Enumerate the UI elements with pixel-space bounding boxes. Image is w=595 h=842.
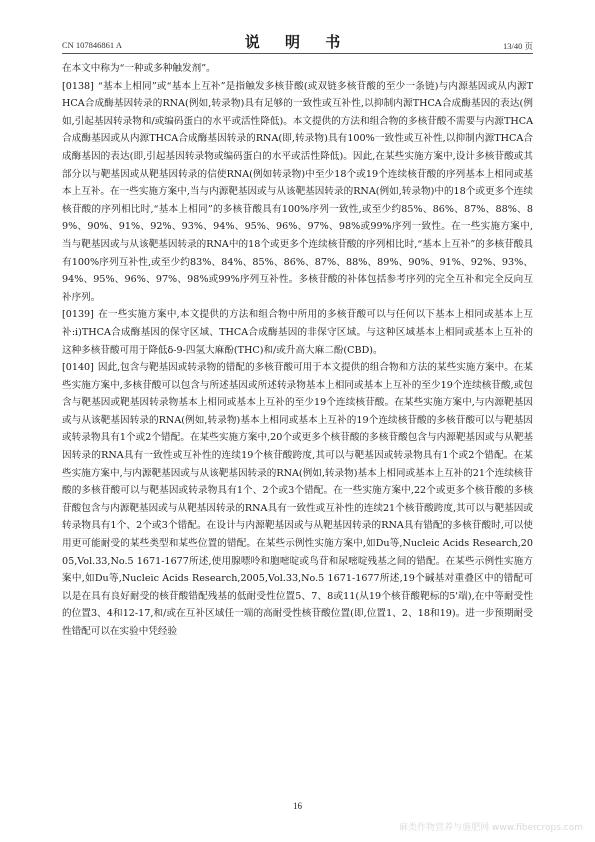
paragraph-text: 因此,包含与靶基因或转录物的错配的多核苷酸可用于本文提供的组合物和方法的某些实施方案中。在某些实施方案中,多核苷酸可以包含与所述基因或所述转录物基本上相同或基本上互补的至少19个连续核苷酸,或包含与靶基因或靶基因转录物基本上相同或基本上互补的至少19个连续核苷酸。在某些实施方案中,与内源靶基因或与从该靶基因转录的RNA(例如,转录物)基本上相同或基本上互补的19个连续核苷酸的多核苷酸可以与靶基因或转录物具有1个或2个错配。在某些实施方案中,20个或更多个核苷酸的多核苷酸包含与内源靶基因或与从靶基因转录的RNA具有一致性或互补性的连续19个核苷酸跨度,其可以与靶基因或转录物具有1个或2个错配。在某些实施方案中,与内源靶基因或与从该靶基因转录的RNA(例如,转录物)基本上相同或基本上互补的21个连续核苷酸的多核苷酸可以与靶基因或转录物具有1个、2个或3个错配。在一些实施方案中,22个或更多个核苷酸的多核苷酸包含与内源靶基因或与从靶基因转录的RNA具有一致性或互补性的连续21个核苷酸跨度,其可以与靶基因或转录物具有1个、2个或3个错配。在设计与内源靶基因或与从靶基因转录的RNA具有错配的多核苷酸时,可以使用更可能耐受的某些类型和某些位置的错配。在某些示例性实施方案中,如Du等,Nucleic Acids Research,2005,Vol.33,No.5 1671-1677所述,使用腺嘌呤和胞嘧啶或鸟苷和尿嘧啶残基之间的错配。在某些示例性实施方案中,如Du等,Nucleic Acids Research,2005,Vol.33,No.5 1671-1677所述,19个碱基对重叠区中的错配可以是在具有良好耐受的核苷酸错配残基的低耐受性位置5、7、8或11(从19个核苷酸靶标的5'端),在中等耐受性的位置3、4和12-17,和/或在互补区域任一端的高耐受性核苷酸位置(即,位置1、2、18和19)。进一步预期耐受性错配可以在实验中凭经验 xyxy=(62,362,533,637)
document-title: 说 明 书 xyxy=(244,33,351,51)
site-watermark: 麻类作物营养与施肥网 www.fibercrops.com xyxy=(399,823,583,833)
paragraph-0140 xyxy=(62,359,533,641)
paragraph-text: “基本上相同”或“基本上互补”是指触发多核苷酸(或双链多核苷酸的至少一条链)与内源基因或从内源THCA合成酶基因转录的RNA(例如,转录物)具有足够的一致性或互补性,以抑制内源THCA合成酶基因的表达(例如,引起基因转录物和/或编码蛋白的水平或活性降低)。本文提供的方法和组合物的多核苷酸不需要与内源THCA合成酶基因或从内源THCA合成酶基因转录的RNA(即,转录物)具有100%一致性或互补性,以抑制内源THCA合成酶基因的表达(即,引起基因转录物或编码蛋白的水平或活性降低)。因此,在某些实施方案中,设计多核苷酸或其部分以与靶基因或从靶基因转录的信使RNA(例如转录物)中至少18个或19个连续核苷酸的序列基本上相同或基本上互补。在一些实施方案中,当与内源靶基因或与从该靶基因转录的RNA(例如,转录物)中的18个或更多个连续核苷酸的序列相比时,“基本上相同”的多核苷酸具有100%序列一致性,或至少约85%、86%、87%、88%、89%、90%、91%、92%、93%、94%、95%、96%、97%、98%或99%序列一致性。在一些实施方案中,当与靶基因或与从该靶基因转录的RNA中的18个或更多个连续核苷酸的序列相比时,“基本上互补”的多核苷酸具有100%序列互补性,或至少约83%、84%、85%、86%、87%、88%、89%、90%、91%、92%、93%、94%、95%、96%、97%、98%或99%序列互补性。多核苷酸的补体包括参考序列的完全互补和完全反向互补序列。 xyxy=(62,80,533,303)
paragraph-number: [0139] xyxy=(62,309,94,321)
paragraph-0138 xyxy=(62,78,533,307)
patent-number: CN 107846861 A xyxy=(62,40,122,50)
page-header xyxy=(62,27,533,51)
document-body xyxy=(62,60,533,641)
paragraph-0139 xyxy=(62,306,533,359)
paragraph-number: [0138] xyxy=(62,80,94,92)
page-count: 13/40 页 xyxy=(503,41,533,51)
page-number: 16 xyxy=(293,801,302,811)
paragraph-number: [0140] xyxy=(62,362,94,374)
header-divider xyxy=(62,53,533,54)
intro-text: 在本文中称为“一种或多种触发剂”。 xyxy=(62,63,216,74)
paragraph-text: 在一些实施方案中,本文提供的方法和组合物中所用的多核苷酸可以与任何以下基本上相同或基本上互补:i)THCA合成酶基因的保守区域、THCA合成酶基因的非保守区域。与这种区域基本上相同或基本上互补的这种多核苷酸可用于降低δ-9-四氢大麻酚(THC)和/或升高大麻二酚(CBD)。 xyxy=(62,309,533,356)
